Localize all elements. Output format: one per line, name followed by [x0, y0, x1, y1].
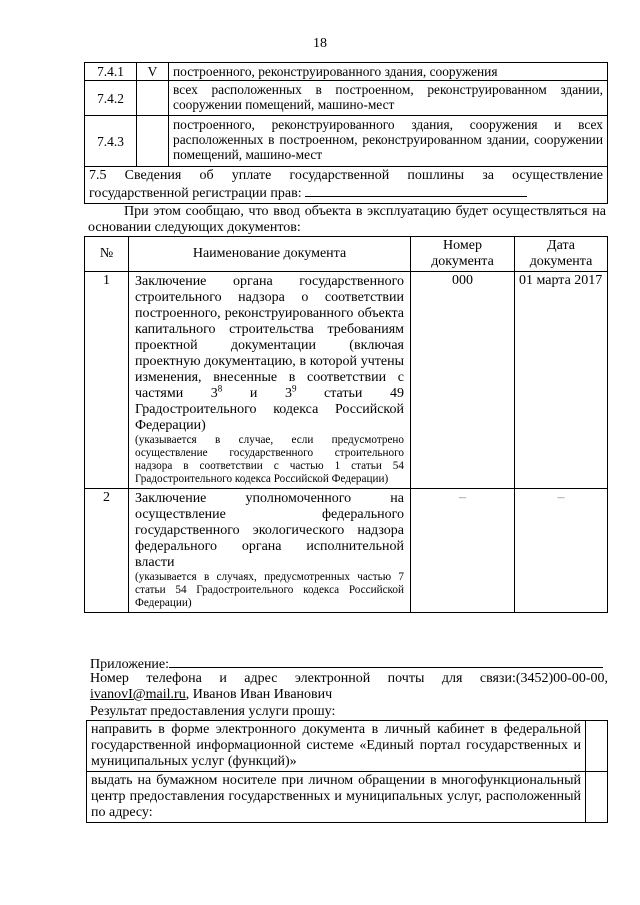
intro-text: При этом сообщаю, что ввод объекта в эксплуатацию будет осуществляться на основании следующих документов:: [88, 204, 606, 235]
contact-email[interactable]: ivanovI@mail.ru: [90, 687, 186, 702]
contact-name: , Иванов Иван Иванович: [185, 687, 333, 702]
row-number: 7.4.2: [85, 81, 137, 116]
header-num: №: [85, 237, 129, 272]
option-checkbox[interactable]: [586, 772, 608, 823]
row-number: 1: [85, 272, 129, 489]
document-name: Заключение органа государственного строительного надзора о соответствии построенного, реконструированного объекта капитального строительства требованиям проектной документации (включая проектную документацию, в которой учтены изменения, внесенные в соответствии с частями $3^8$ и $3^9$ статьи 49 Градостроительного кодекса Российской Федерации) (указывается в случае, если предусмотрено осуществление государственного строительного надзора в соответствии с частью 1 статьи 54 Градостроительного кодекса Российской Федерации): [129, 272, 411, 489]
checkbox-mark[interactable]: [137, 81, 169, 116]
document-number: –: [411, 489, 515, 613]
table-row: [85, 489, 608, 613]
table-row: [85, 272, 608, 489]
contact-text: Номер телефона и адрес электронной почты для связи:(3452)00-00-00,: [90, 671, 608, 686]
row-number: 2: [85, 489, 129, 613]
table-row: [87, 721, 608, 772]
attachment-label: Приложение:: [90, 657, 170, 672]
header-doc-number: Номер документа: [411, 237, 515, 272]
section-75: [84, 167, 608, 204]
table-header: [85, 237, 608, 272]
contact-block: [90, 671, 608, 703]
option-text: построенного, реконструированного здания, сооружения и всех расположенных в построенном, реконструированном здании, сооружении помещений, машино-мест: [169, 116, 608, 167]
header-name: Наименование документа: [129, 237, 411, 272]
section-75-text: 7.5 Сведения об уплате государственной пошлины за осуществление государственной регистрации прав:: [89, 168, 603, 201]
option-text: выдать на бумажном носителе при личном обращении в многофункциональный центр предоставления государственных и муниципальных услуг, расположенный по адресу:: [87, 772, 586, 823]
attachment-input-line[interactable]: [169, 655, 603, 668]
document-date: 01 марта 2017: [515, 272, 608, 489]
document-date: –: [515, 489, 608, 613]
checkbox-mark[interactable]: V: [137, 63, 169, 81]
row-number: 7.4.1: [85, 63, 137, 81]
result-options-table: [86, 720, 608, 823]
option-text: построенного, реконструированного здания, сооружения: [169, 63, 608, 81]
option-text: направить в форме электронного документа в личный кабинет в федеральной государственной информационной системе «Единый портал государственных и муниципальных услуг (функций)»: [87, 721, 586, 772]
option-text: всех расположенных в построенном, реконструированном здании, сооружении помещений, машино-мест: [169, 81, 608, 116]
table-row: [85, 81, 608, 116]
section-74-table: [84, 62, 608, 167]
header-date: Дата документа: [515, 237, 608, 272]
page-number: 18: [313, 36, 327, 51]
table-row: [87, 772, 608, 823]
document-note: (указывается в случае, если предусмотрено осуществление государственного строительного надзора в соответствии с частью 1 статьи 54 Градостроительного кодекса Российской Федерации): [135, 434, 404, 485]
document-number: 000: [411, 272, 515, 489]
option-checkbox[interactable]: [586, 721, 608, 772]
fee-input-line[interactable]: [305, 184, 527, 197]
table-row: [85, 116, 608, 167]
checkbox-mark[interactable]: [137, 116, 169, 167]
documents-table: [84, 236, 608, 613]
row-number: 7.4.3: [85, 116, 137, 167]
document-note: (указывается в случаях, предусмотренных частью 7 статьи 54 Градостроительного кодекса Российской Федерации): [135, 571, 404, 609]
table-row: [85, 63, 608, 81]
document-name: Заключение уполномоченного на осуществление федерального государственного экологического надзора федерального органа исполнительной власти (указывается в случаях, предусмотренных частью 7 статьи 54 Градостроительного кодекса Российской Федерации): [129, 489, 411, 613]
intro-paragraph: [88, 204, 606, 236]
result-label: Результат предоставления услуги прошу:: [90, 704, 336, 719]
